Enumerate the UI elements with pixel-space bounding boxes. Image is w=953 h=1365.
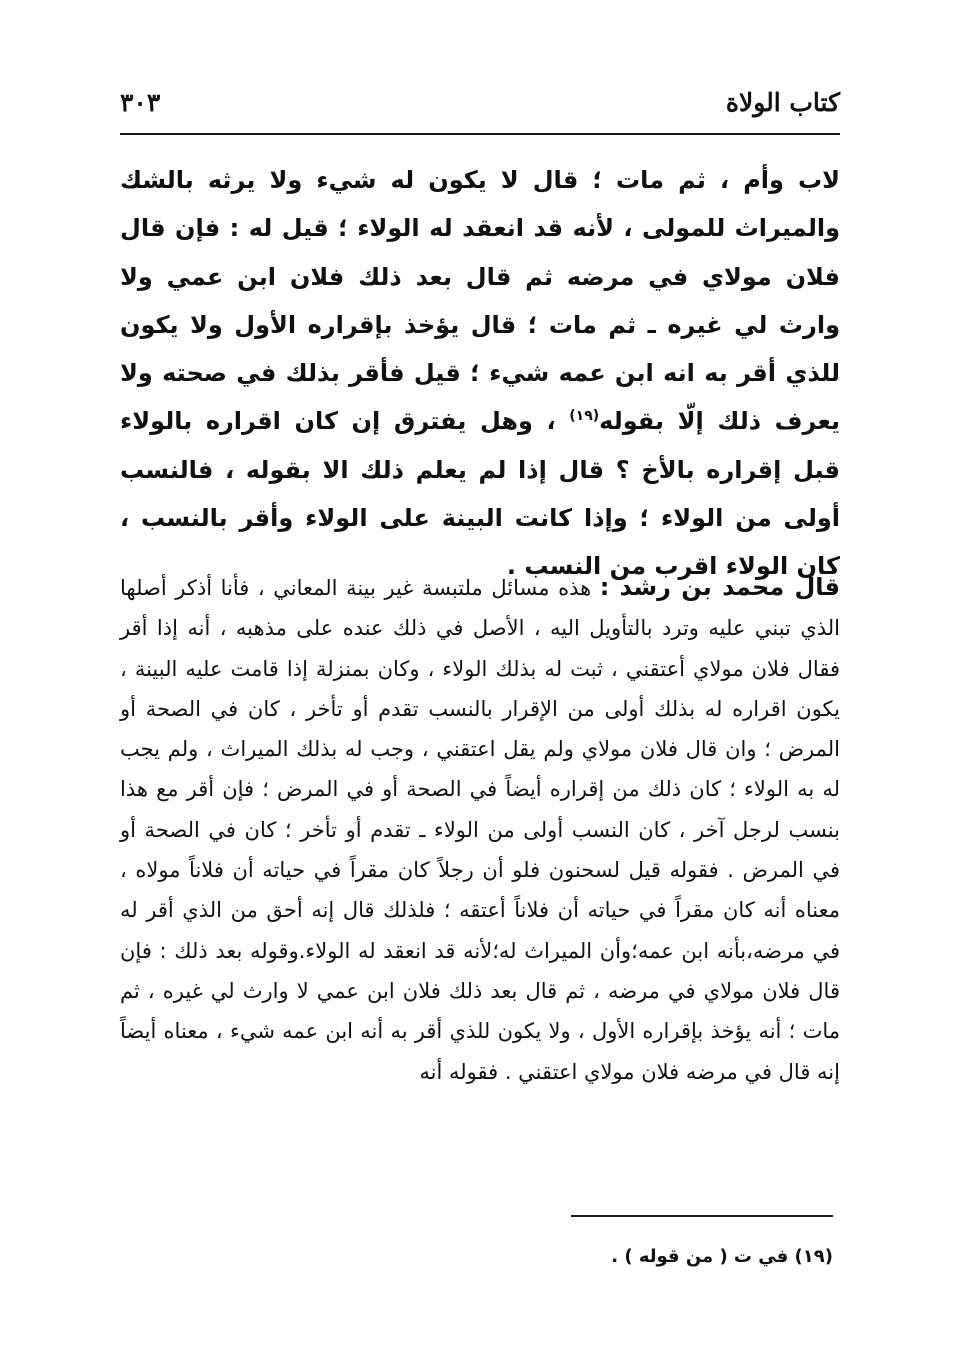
header-divider — [120, 133, 840, 135]
footnote-reference: (١٩) — [569, 408, 600, 425]
page-number: ٣٠٣ — [120, 88, 161, 117]
paragraph-question-text-continued: ، وهل يفترق إن كان اقراره بالولاء قبل إقراره بالأخ ؟ قال إذا لم يعلم ذلك الا بقوله ، فالنسب أولى من الولاء ؛ وإذا كانت البينة على الولاء وأقر بالنسب ، كان الولاء اقرب من النسب . — [120, 407, 840, 581]
paragraph-commentary — [120, 567, 840, 1092]
commentary-speaker: قال محمد بن رشد : — [599, 573, 840, 601]
footnote-divider — [571, 1215, 833, 1217]
footnote: (١٩) في ت ( من قوله ) . — [611, 1246, 833, 1267]
running-head — [120, 88, 840, 128]
running-title: كتاب الولاة — [725, 88, 840, 117]
paragraph-question-text: لاب وأم ، ثم مات ؛ قال لا يكون له شيء ولا يرثه بالشك والميراث للمولى ، لأنه قد انعقد له الولاء ؛ قيل له : فإن قال فلان مولاي في مرضه ثم قال بعد ذلك فلان ابن عمي ولا وارث لي غيره ـ ثم مات ؛ قال يؤخذ بإقراره الأول ولا يكون للذي أقر به انه ابن عمه شيء ؛ قيل فأقر بذلك في صحته ولا يعرف ذلك إلّا بقوله — [120, 166, 840, 436]
paragraph-question — [120, 156, 840, 591]
commentary-text: هذه مسائل ملتبسة غير بينة المعاني ، فأنا أذكر أصلها الذي تبني عليه وترد بالتأويل اليه ، الأصل في ذلك عنده على مذهبه ، أنه إذا أقر فقال فلان مولاي أعتقني ، ثبت له بذلك الولاء ، وكان بمنزلة إذا قامت عليه البينة ، يكون اقراره له بذلك أولى من الإقرار بالنسب تقدم أو تأخر ، كان في الصحة أو المرض ؛ وان قال فلان مولاي ولم يقل اعتقني ، وجب له بذلك الميراث ، ولم يجب له به الولاء ؛ كان ذلك من إقراره أيضاً في الصحة أو في المرض ؛ فإن أقر مع هذا بنسب لرجل آخر ، كان النسب أولى من الولاء ـ تقدم أو تأخر ؛ كان في الصحة أو في المرض . فقوله قيل لسحنون فلو أن رجلاً كان مقراً في حياته أن فلاناً مولاه ، معناه أنه كان مقراً في حياته أن فلاناً أعتقه ؛ فلذلك قال إنه أحق من الذي أقر له في مرضه،بأنه ابن عمه؛وأن الميراث له؛لأنه قد انعقد له الولاء.وقوله بعد ذلك : فإن قال فلان مولاي في مرضه ، ثم قال بعد ذلك فلان ابن عمي لا وارث لي غيره ، ثم مات ؛ أنه يؤخذ بإقراره الأول ، ولا يكون للذي أقر به أنه ابن عمه شيء ، معناه أيضاً إنه قال في مرضه فلان مولاي اعتقني . فقوله أنه — [120, 576, 840, 1084]
